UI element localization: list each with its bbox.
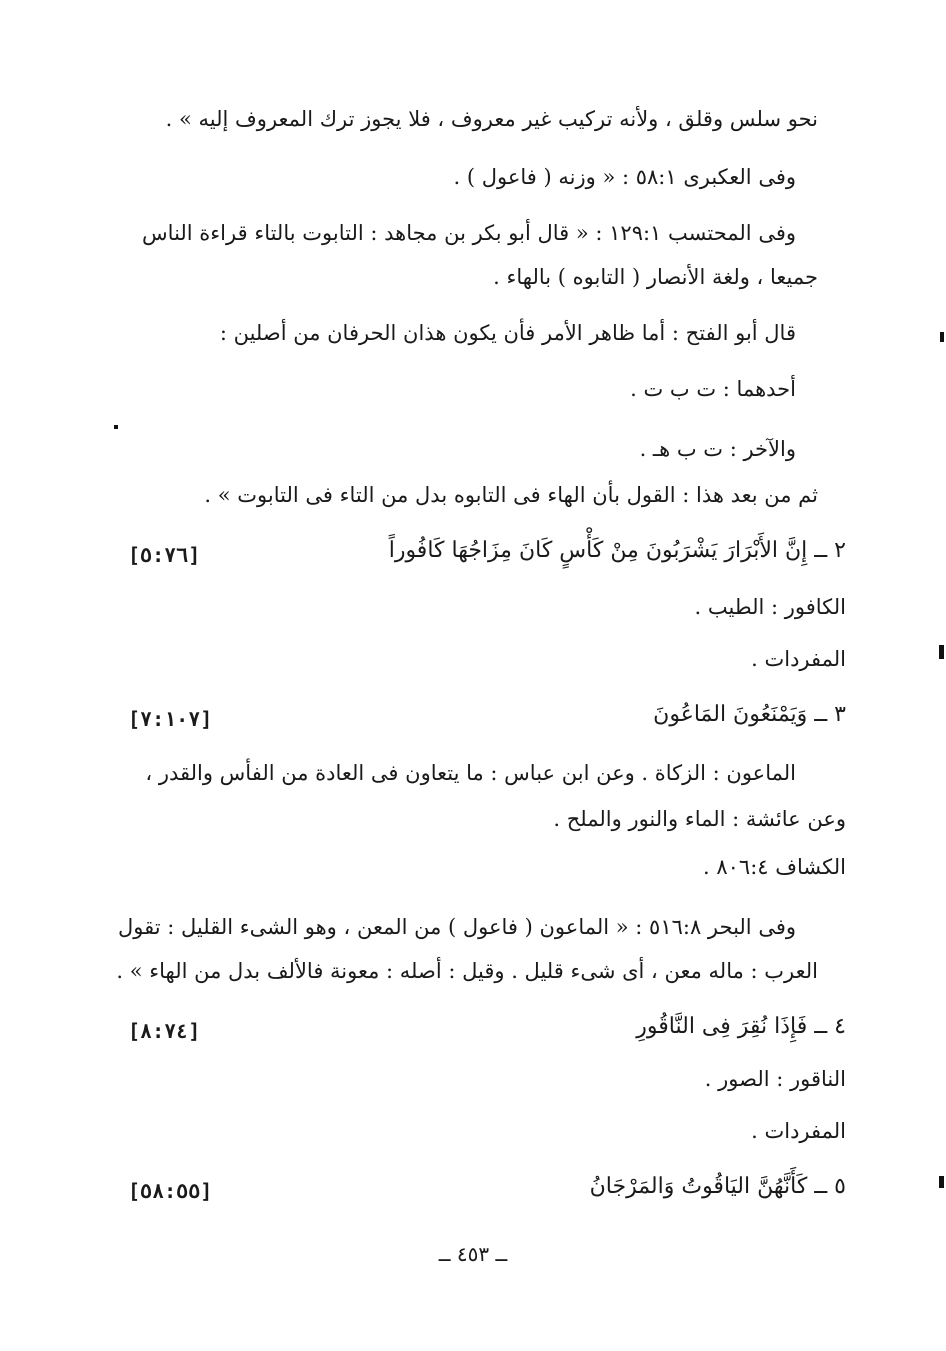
text-line: العرب : ماله معن ، أى شىء قليل . وقيل : أصله : معونة فالألف بدل من الهاء » .: [116, 959, 818, 983]
verse-reference: [٧:١٠٧]: [128, 707, 213, 731]
text-line: وفى العكبرى ٥٨:١ : « وزنه ( فاعول ) .: [453, 165, 796, 189]
scan-mark: [939, 1176, 944, 1188]
verse-reference: [٥:٧٦]: [128, 543, 201, 567]
verse-reference: [٥٨:٥٥]: [128, 1179, 213, 1203]
text-line: الماعون : الزكاة . وعن ابن عباس : ما يتعاون فى العادة من الفأس والقدر ،: [145, 761, 796, 785]
text-line: ثم من بعد هذا : القول بأن الهاء فى التابوه بدل من التاء فى التابوت » .: [204, 483, 818, 507]
text-line: جميعا ، ولغة الأنصار ( التابوه ) بالهاء .: [493, 265, 818, 289]
verse-line: ٢ ــ إِنَّ الأَبْرَارَ يَشْرَبُونَ مِنْ كَأْسٍ كَانَ مِزَاجُهَا كَافُوراً: [388, 538, 846, 563]
text-line: قال أبو الفتح : أما ظاهر الأمر فأن يكون هذان الحرفان من أصلين :: [219, 321, 796, 345]
page-number: ــ ٤٥٣ ــ: [438, 1242, 508, 1266]
text-line: وفى المحتسب ١٢٩:١ : « قال أبو بكر بن مجاهد : التابوت بالتاء قراءة الناس: [142, 221, 796, 245]
verse-line: ٤ ــ فَإِذَا نُقِرَ فِى النَّاقُورِ: [636, 1014, 846, 1039]
scan-mark: [114, 425, 118, 429]
text-line: وفى البحر ٥١٦:٨ : « الماعون ( فاعول ) من المعن ، وهو الشىء القليل : تقول: [118, 915, 796, 939]
text-line: نحو سلس وقلق ، ولأنه تركيب غير معروف ، فلا يجوز ترك المعروف إليه » .: [165, 107, 818, 131]
text-line: الكافور : الطيب .: [694, 595, 846, 619]
scan-mark: [940, 332, 944, 342]
text-line: المفردات .: [751, 647, 846, 671]
text-line: والآخر : ت ب هـ .: [639, 437, 796, 461]
text-line: وعن عائشة : الماء والنور والملح .: [553, 807, 846, 831]
text-line: الكشاف ٨٠٦:٤ .: [703, 855, 846, 879]
verse-line: ٣ ــ وَيَمْنَعُونَ المَاعُونَ: [653, 702, 846, 727]
text-line: المفردات .: [751, 1119, 846, 1143]
scan-mark: [939, 645, 944, 659]
verse-reference: [٨:٧٤]: [128, 1019, 201, 1043]
text-line: أحدهما : ت ب ت .: [630, 377, 796, 401]
verse-line: ٥ ــ كَأَنَّهُنَّ اليَاقُوتُ وَالمَرْجَانُ: [589, 1174, 846, 1199]
text-line: الناقور : الصور .: [704, 1067, 846, 1091]
